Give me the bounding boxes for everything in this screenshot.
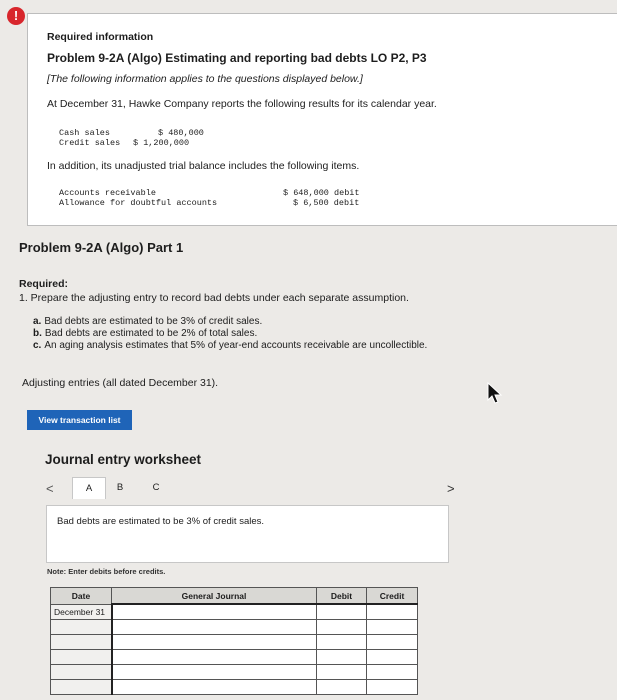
debits-note: Note: Enter debits before credits. <box>47 567 166 576</box>
sales-value: $ 480,000 <box>158 128 204 138</box>
debit-input[interactable] <box>317 680 367 695</box>
assumption-text: An aging analysis estimates that 5% of year-end accounts receivable are uncollectible. <box>44 340 428 351</box>
table-row <box>51 650 418 665</box>
mouse-cursor-icon <box>486 382 504 404</box>
info-note: [The following information applies to the questions displayed below.] <box>47 73 363 85</box>
table-row <box>51 680 418 695</box>
account-input[interactable] <box>112 620 317 635</box>
required-label: Required: <box>19 278 69 290</box>
sales-row-credit <box>59 138 189 148</box>
journal-header-row <box>51 588 418 605</box>
account-input[interactable] <box>112 680 317 695</box>
info-intro-trial-balance: In addition, its unadjusted trial balance includes the following items. <box>47 160 360 172</box>
date-cell <box>51 620 112 635</box>
alert-icon: ! <box>7 7 25 25</box>
tab-b[interactable]: B <box>116 482 124 493</box>
date-cell <box>51 665 112 680</box>
table-row <box>51 665 418 680</box>
account-input[interactable] <box>112 665 317 680</box>
instruction-box <box>46 505 449 563</box>
tab-c[interactable]: C <box>152 482 160 493</box>
required-text: 1. Prepare the adjusting entry to record bad debts under each separate assumption. <box>19 292 409 304</box>
credit-input[interactable] <box>367 665 418 680</box>
credit-header: Credit <box>367 588 418 605</box>
debit-header: Debit <box>317 588 367 605</box>
debit-input[interactable] <box>317 635 367 650</box>
table-row <box>51 620 418 635</box>
trial-balance-value: $ 648,000 debit <box>283 188 360 198</box>
date-cell <box>51 650 112 665</box>
assumption-a <box>33 316 262 327</box>
debit-input[interactable] <box>317 604 367 620</box>
date-cell <box>51 635 112 650</box>
date-cell: December 31 <box>51 604 112 620</box>
adjusting-entries-text: Adjusting entries (all dated December 31). <box>22 377 219 389</box>
problem-subtitle: Problem 9-2A (Algo) Estimating and reporting bad debts LO P2, P3 <box>47 51 427 65</box>
assumption-c <box>33 340 427 351</box>
date-cell <box>51 680 112 695</box>
trial-balance-label: Allowance for doubtful accounts <box>59 198 218 208</box>
chevron-right-icon[interactable]: > <box>447 481 455 496</box>
trial-balance-value: $ 6,500 debit <box>293 198 360 208</box>
journal-table <box>50 587 418 695</box>
general-journal-header: General Journal <box>112 588 317 605</box>
assumption-text: Bad debts are estimated to be 3% of credit sales. <box>44 316 263 327</box>
assumption-text: Bad debts are estimated to be 2% of total sales. <box>44 328 258 339</box>
debit-input[interactable] <box>317 620 367 635</box>
part-title: Problem 9-2A (Algo) Part 1 <box>19 240 184 255</box>
debit-input[interactable] <box>317 650 367 665</box>
assumption-letter: a. <box>33 316 42 327</box>
tab-a[interactable]: A <box>72 477 106 499</box>
assumption-letter: b. <box>33 328 42 339</box>
info-title: Required information <box>47 31 154 43</box>
date-header: Date <box>51 588 112 605</box>
chevron-left-icon[interactable]: < <box>46 481 54 496</box>
table-row <box>51 635 418 650</box>
sales-label: Credit sales <box>59 138 121 148</box>
trial-balance-label: Accounts receivable <box>59 188 156 198</box>
info-intro: At December 31, Hawke Company reports the following results for its calendar year. <box>47 98 437 110</box>
account-input[interactable] <box>112 650 317 665</box>
credit-input[interactable] <box>367 635 418 650</box>
sales-value: $ 1,200,000 <box>133 138 190 148</box>
assumption-letter: c. <box>33 340 42 351</box>
credit-input[interactable] <box>367 604 418 620</box>
worksheet-title: Journal entry worksheet <box>45 452 202 467</box>
account-input[interactable] <box>112 604 317 620</box>
assumption-b <box>33 328 257 339</box>
table-row <box>51 604 418 620</box>
credit-input[interactable] <box>367 650 418 665</box>
account-input[interactable] <box>112 635 317 650</box>
sales-label: Cash sales <box>59 128 111 138</box>
view-transaction-list-button[interactable]: View transaction list <box>27 410 132 430</box>
debit-input[interactable] <box>317 665 367 680</box>
credit-input[interactable] <box>367 680 418 695</box>
sales-row-cash <box>59 128 204 138</box>
credit-input[interactable] <box>367 620 418 635</box>
required-information-panel <box>27 13 617 226</box>
instruction-text: Bad debts are estimated to be 3% of credit sales. <box>57 516 265 527</box>
